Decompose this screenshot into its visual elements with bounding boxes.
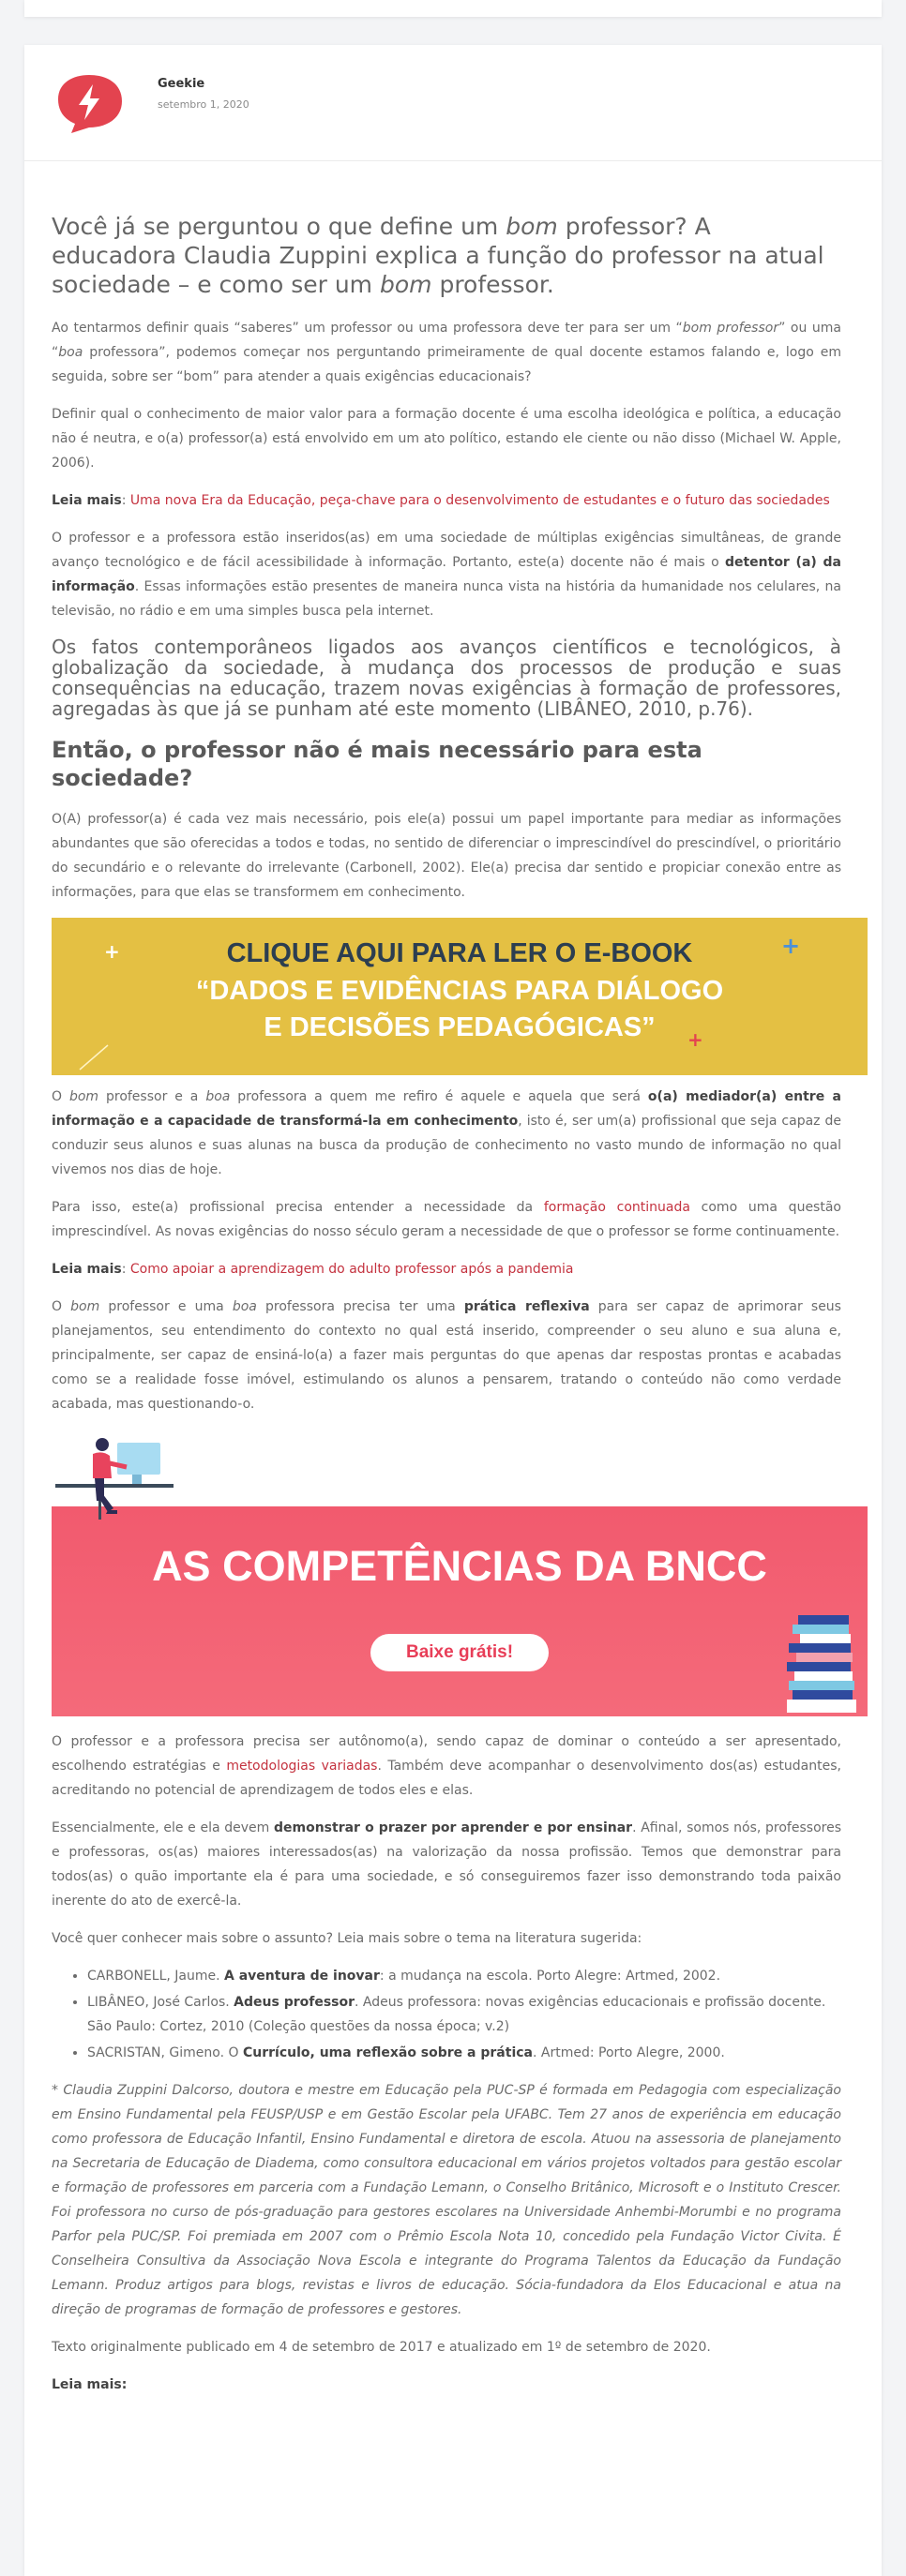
lead-emphasis: bom (379, 271, 432, 298)
text: O professor e a professora estão inseridos(as) em uma sociedade de múltiplas exigências simultâneas, de grande avanço tecnológico e de fácil acessibilidade à informação. Portanto, este(a) docente não é mais o (52, 531, 841, 570)
text: O (52, 1299, 71, 1314)
author-bio: * Claudia Zuppini Dalcorso, doutora e mestre em Educação pela PUC-SP é formada em Pedagogia com especialização em Ensino Fundamental pela FEUSP/USP e em Gestão Escolar pela UFABC. Tem 27 anos de experiência em educação como professora de Educação Infantil, Ensino Fundamental e diretora de escola. Atuou na assessoria de planejamento na Secretaria de Educação de Diadema, como consultora educacional em vários projetos voltados para gestão escolar e formação de professores em parceria com a Fundação Lemann, o Conselho Britânico, Microsoft e o Instituto Crescer. Foi professora no curso de pós-graduação para gestores escolares na Universidade Anhembi-Morumbi e no programa Parfor pela PUC/SP. Foi premiada em 2007 com o Prêmio Escola Nota 10, concedido pela Fundação Victor Civita. É Conselheira Consultiva da Associação Nova Escola e integrante do Programa Talentos da Educação da Fundação Lemann. Produz artigos para blogs, revistas e livros de educação. Sócia-fundadora da Elos Educacional e atua na direção de programas de formação de professores e gestores. (52, 2083, 841, 2317)
ebook-banner[interactable] (52, 918, 868, 1075)
plus-decoration-icon: + (687, 1028, 703, 1051)
text: Essencialmente, ele e ela devem (52, 1820, 274, 1835)
article-body (52, 212, 841, 2410)
emphasis: boa (58, 345, 83, 360)
lead-text: professor. (431, 271, 554, 298)
paragraph: Definir qual o conhecimento de maior valor para a formação docente é uma escolha ideológica e política, a educação não é neutra, e o(a) professor(a) está envolvido em um ato político, estando ele ciente ou não disso (Michael W. Apple, 2006). (52, 407, 841, 471)
text: professora a quem me refiro é aquele e aquela que será (230, 1089, 648, 1104)
book-stack-illustration (785, 1611, 860, 1716)
ebook-line-3: E DECISÕES PEDAGÓGICAS” (264, 1012, 656, 1042)
paragraph: Você quer conhecer mais sobre o assunto? Leia mais sobre o tema na literatura sugerida: (52, 1931, 642, 1946)
text: . Afinal, somos nós, professores e professoras, os(as) maiores interessados(as) na valorização da nossa profissão. Temos que demonstrar para todos(as) o quão importante ela é para uma sociedade, e só conseguiremos fazer isso demonstrando toda paixão inerente do ato de exercê-la. (52, 1820, 841, 1909)
paragraph (52, 1730, 841, 1803)
text: . Também deve acompanhar o desenvolvimento dos(as) estudantes, acreditando no potencial de aprendizagem de todos eles e elas. (52, 1759, 841, 1798)
text: professora”, podemos começar nos perguntando primeiramente de qual docente estamos falando e, logo em seguida, sobre ser “bom” para atender a quais exigências educacionais? (52, 345, 841, 384)
leia-mais-link[interactable]: Como apoiar a aprendizagem do adulto professor após a pandemia (129, 1262, 574, 1277)
paragraph (52, 1816, 841, 1913)
paragraph (52, 1085, 841, 1182)
reference-list (87, 1964, 841, 2065)
bold-text: detentor (a) da informação (52, 555, 841, 594)
text: . Essas informações estão presentes de maneira nunca vista na história da humanidade nos celulares, na televisão, no rádio e em uma simples busca pela internet. (52, 579, 841, 619)
text: ” ou uma “ (52, 321, 841, 360)
article-card (24, 45, 882, 2576)
emphasis: bom professor (682, 321, 779, 336)
text: SACRISTAN, Gimeno. O (87, 2045, 243, 2060)
formacao-continuada-link[interactable]: formação continuada (543, 1200, 690, 1215)
leia-mais-label: Leia mais (52, 493, 122, 508)
plus-decoration-icon: + (781, 933, 801, 959)
text: professor e a (98, 1089, 206, 1104)
paragraph: O(A) professor(a) é cada vez mais necessário, pois ele(a) possui um papel importante para mediar as informações abundantes que são oferecidas a todos e todas, no sentido de diferenciar o imprescindível do prescindível, o prioritário do secundário e o relevante do irrelevante (Carbonell, 2002). Ele(a) precisa dar sentido e propiciar conexão entre as informações, para que elas se transformem em conhecimento. (52, 812, 841, 900)
emphasis: boa (232, 1299, 257, 1314)
bncc-banner[interactable] (52, 1435, 868, 1716)
emphasis: bom (70, 1299, 100, 1314)
plus-decoration-icon: + (104, 940, 120, 963)
geekie-lightning-logo-icon[interactable] (51, 71, 128, 135)
text: Para isso, este(a) profissional precisa entender a necessidade da (52, 1200, 544, 1215)
separator: : (121, 493, 130, 508)
bncc-title: AS COMPETÊNCIAS DA BNCC (152, 1542, 767, 1590)
reference-item (87, 1964, 841, 1988)
text: CARBONELL, Jaume. (87, 1969, 225, 1984)
text: O (52, 1089, 69, 1104)
separator: : (121, 1262, 130, 1277)
lead-text: Você já se perguntou o que define um (52, 213, 506, 240)
post-date: setembro 1, 2020 (158, 98, 249, 111)
leia-mais-label: Leia mais (52, 1262, 122, 1277)
bncc-band (52, 1506, 868, 1716)
lead-emphasis: bom (506, 213, 558, 240)
text: LIBÂNEO, José Carlos. (87, 1995, 234, 2010)
reference-item (87, 1990, 841, 2039)
text: , isto é, ser um(a) profissional que seja capaz de conduzir seus alunos e suas alunas na busca da produção de conhecimento no vasto mundo de informação no qual vivemos nos dias de hoje. (52, 1114, 841, 1177)
emphasis: boa (205, 1089, 231, 1104)
leia-mais-3: Leia mais: (52, 2377, 128, 2392)
previous-card (24, 0, 882, 17)
ebook-line-2: “DADOS E EVIDÊNCIAS PARA DIÁLOGO (195, 976, 724, 1006)
line-decoration-icon (78, 1043, 110, 1071)
ebook-line-1: CLIQUE AQUI PARA LER O E-BOOK (226, 938, 693, 968)
section-heading: Então, o professor não é mais necessário para esta sociedade? (52, 737, 702, 791)
baixe-gratis-button[interactable]: Baixe grátis! (370, 1634, 549, 1671)
leia-mais-2 (52, 1257, 841, 1281)
article-lead (52, 212, 841, 299)
bold-text: o(a) mediador(a) entre a informação e a capacidade de transformá-la em conhecimento (52, 1089, 841, 1129)
text: : a mudança na escola. Porto Alegre: Artmed, 2002. (379, 1969, 721, 1984)
bold-text: prática reflexiva (463, 1299, 590, 1314)
paragraph (52, 526, 841, 623)
author-name[interactable]: Geekie (158, 77, 205, 91)
lead-text: professor? A educadora Claudia Zuppini explica a função do professor na atual sociedade – e como ser um (52, 213, 824, 298)
woman-at-desk-illustration (52, 1435, 183, 1521)
author-header (24, 45, 882, 161)
text: . Adeus professora: novas exigências educacionais e profissão docente. São Paulo: Cortez, 2010 (Coleção questões da nossa época; v.2) (87, 1995, 826, 2034)
book-title: A aventura de inovar (224, 1969, 380, 1984)
paragraph (52, 1195, 841, 1244)
emphasis: bom (68, 1089, 99, 1104)
bold-text: demonstrar o prazer por aprender e por ensinar (273, 1820, 633, 1835)
text: professor e uma (99, 1299, 233, 1314)
blockquote: Os fatos contemporâneos ligados aos avanços científicos e tecnológicos, à globalização da sociedade, à mudança dos processos de produção e suas consequências na educação, trazem novas exigências à formação de professores, agregadas às que já se punham até este momento (LIBÂNEO, 2010, p.76). (52, 636, 841, 720)
book-title: Adeus professor (234, 1995, 355, 2010)
text: para ser capaz de aprimorar seus planejamentos, seu entendimento do contexto no qual está inserido, compreender o seu aluno e sua aluna e, principalmente, ser capaz de ensiná-lo(a) a fazer mais perguntas do que apenas dar respostas prontas e acabadas como se a realidade fosse imóvel, estimulando os alunos a pensarem, tratando o conteúdo não como verdade acabada, mas questionando-o. (52, 1299, 841, 1412)
leia-mais-link[interactable]: Uma nova Era da Educação, peça-chave para o desenvolvimento de estudantes e o futuro das sociedades (129, 493, 830, 508)
paragraph (52, 316, 841, 389)
book-title: Currículo, uma reflexão sobre a prática (242, 2045, 533, 2060)
leia-mais-1 (52, 488, 841, 513)
text: . Artmed: Porto Alegre, 2000. (533, 2045, 725, 2060)
text: professora precisa ter uma (256, 1299, 464, 1314)
paragraph (52, 1295, 841, 1416)
reference-item (87, 2041, 841, 2065)
footer-note: Texto originalmente publicado em 4 de setembro de 2017 e atualizado em 1º de setembro de 2020. (52, 2340, 711, 2355)
text: Ao tentarmos definir quais “saberes” um professor ou uma professora deve ter para ser um “ (52, 321, 683, 336)
text: O professor e a professora precisa ser autônomo(a), sendo capaz de dominar o conteúdo a ser apresentado, escolhendo estratégias e (52, 1734, 841, 1774)
text: como uma questão imprescindível. As novas exigências do nosso século geram a necessidade de que o professor se forme continuamente. (52, 1200, 841, 1239)
metodologias-variadas-link[interactable]: metodologias variadas (226, 1759, 378, 1774)
